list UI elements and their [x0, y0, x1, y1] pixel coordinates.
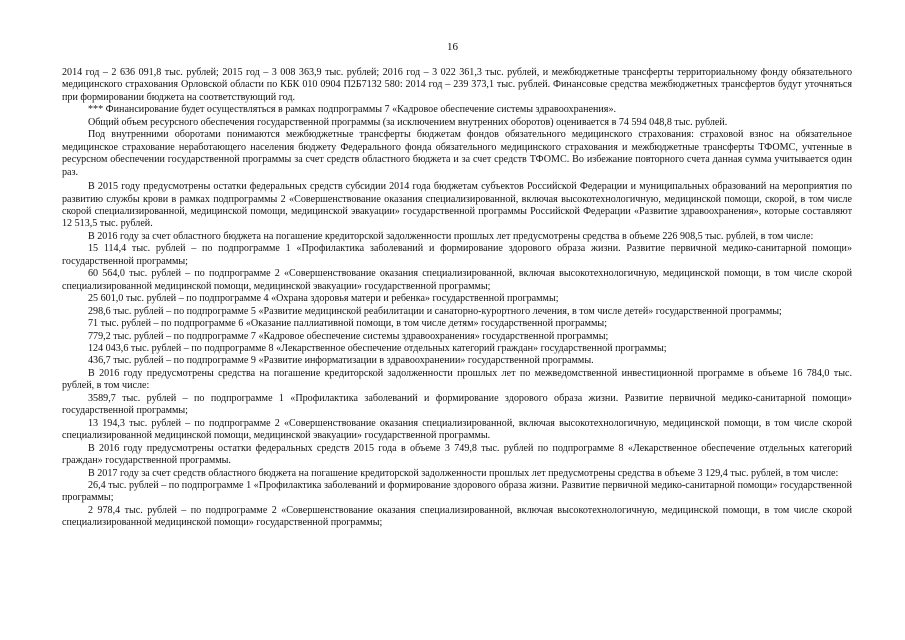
- list-item: 71 тыс. рублей – по подпрограмме 6 «Оказание паллиативной помощи, в том числе детям» государственной программы;: [88, 318, 608, 330]
- page-number: 16: [447, 41, 458, 53]
- list-item: 2 978,4 тыс. рублей – по подпрограмме 2 «Совершенствование оказания специализированной, включая высокотехнологичную, медицинской помощи, в том числе скорой специализированной медицинской помощи» государственной программы;: [62, 504, 852, 529]
- list-item: 3589,7 тыс. рублей – по подпрограмме 1 «Профилактика заболеваний и формирование здорового образа жизни. Развитие первичной медико-санитарной помощи» государственной программы;: [62, 392, 852, 417]
- paragraph-2016-investment-debt: В 2016 году предусмотрены средства на погашение кредиторской задолженности прошлых лет по межведомственной инвестиционной программе в объеме 16 784,0 тыс. рублей, в том числе:: [62, 367, 852, 392]
- list-item: 436,7 тыс. рублей – по подпрограмме 9 «Развитие информатизации в здравоохранении» государственной программы.: [88, 355, 594, 367]
- list-item: 25 601,0 тыс. рублей – по подпрограмме 4 «Охрана здоровья матери и ребенка» государственной программы;: [88, 293, 559, 305]
- list-item: 13 194,3 тыс. рублей – по подпрограмме 2 «Совершенствование оказания специализированной, включая высокотехнологичную, медицинской помощи, в том числе скорой специализированной медицинской помощи, медицинской эвакуации» государственной программы.: [62, 417, 852, 442]
- paragraph-footnote-subprogram-7: *** Финансирование будет осуществляться в рамках подпрограммы 7 «Кадровое обеспечение системы здравоохранения».: [88, 104, 617, 116]
- list-item: 124 043,6 тыс. рублей – по подпрограмме 8 «Лекарственное обеспечение отдельных категорий граждан» государственной программы;: [88, 342, 667, 354]
- paragraph-2017-regional-debt: В 2017 году за счет средств областного бюджета на погашение кредиторской задолженности прошлых лет предусмотрены средства в объеме 3 129,4 тыс. рублей, в том числе:: [88, 467, 839, 479]
- list-item: 298,6 тыс. рублей – по подпрограмме 5 «Развитие медицинской реабилитации и санаторно-курортного лечения, в том числе детей» государственной программы;: [88, 305, 782, 317]
- list-item: 26,4 тыс. рублей – по подпрограмме 1 «Профилактика заболеваний и формирование здорового образа жизни. Развитие первичной медико-санитарной помощи» государственной программы;: [62, 479, 852, 504]
- paragraph-internal-turnover: Под внутренними оборотами понимаются межбюджетные трансферты бюджетам фондов обязательного медицинского страхования: страховой взнос на обязательное медицинское страхование неработающего населения бюджету Федерального фонда обязательного медицинского страхования и межбюджетные трансферты ТФОМС, учтенные в ресурсном обеспечении государственной программы за счет средств областного бюджета и за счет средств ТФОМС. Во избежание повторного счета данная сумма учитывается один раз.: [62, 129, 852, 178]
- list-item: 779,2 тыс. рублей – по подпрограмме 7 «Кадровое обеспечение системы здравоохранения» государственной программы;: [88, 330, 609, 342]
- paragraph-2015-federal-remains: В 2015 году предусмотрены остатки федеральных средств субсидии 2014 года бюджетам субъектов Российской Федерации и муниципальных образований на мероприятия по развитию службы крови в рамках подпрограммы 2 «Совершенствование оказания специализированной, включая высокотехнологичную, медицинской помощи, скорой, в том числе скорой специализированной, медицинской помощи, медицинской эвакуации» государственной программы Российской Федерации «Развитие здравоохранения», которые составляют 12 513,5 тыс. рублей.: [62, 181, 852, 230]
- paragraph-2016-regional-debt: В 2016 году за счет областного бюджета на погашение кредиторской задолженности прошлых лет предусмотрены средства в объеме 226 908,5 тыс. рублей, в том числе:: [88, 230, 814, 242]
- document-body: [62, 67, 852, 530]
- list-item: 60 564,0 тыс. рублей – по подпрограмме 2 «Совершенствование оказания специализированной, включая высокотехнологичную, медицинской помощи, в том числе скорой специализированной медицинской помощи, медицинской эвакуации» государственной программы;: [62, 268, 852, 292]
- paragraph-2016-federal-remains: В 2016 году предусмотрены остатки федеральных средств 2015 года в объеме 3 749,8 тыс. рублей по подпрограмме 8 «Лекарственное обеспечение отдельных категорий граждан» государственной программы.: [62, 442, 852, 467]
- list-item: 15 114,4 тыс. рублей – по подпрограмме 1 «Профилактика заболеваний и формирование здорового образа жизни. Развитие первичной медико-санитарной помощи» государственной программы;: [62, 243, 852, 267]
- paragraph-total-volume: Общий объем ресурсного обеспечения государственной программы (за исключением внутренних оборотов) оценивается в 74 594 048,8 тыс. рублей.: [88, 116, 728, 128]
- paragraph-funding-years: 2014 год – 2 636 091,8 тыс. рублей; 2015 год – 3 008 363,9 тыс. рублей; 2016 год – 3 022 361,3 тыс. рублей, и межбюджетные трансферты территориальному фонду обязательного медицинского страхования Орловской области по КБК 010 0904 П2Б7132 580: 2014 год – 239 373,1 тыс. рублей. Финансовые средства межбюджетных трансфертов будут уточняться при формировании бюджета на соответствующий год.: [62, 67, 852, 103]
